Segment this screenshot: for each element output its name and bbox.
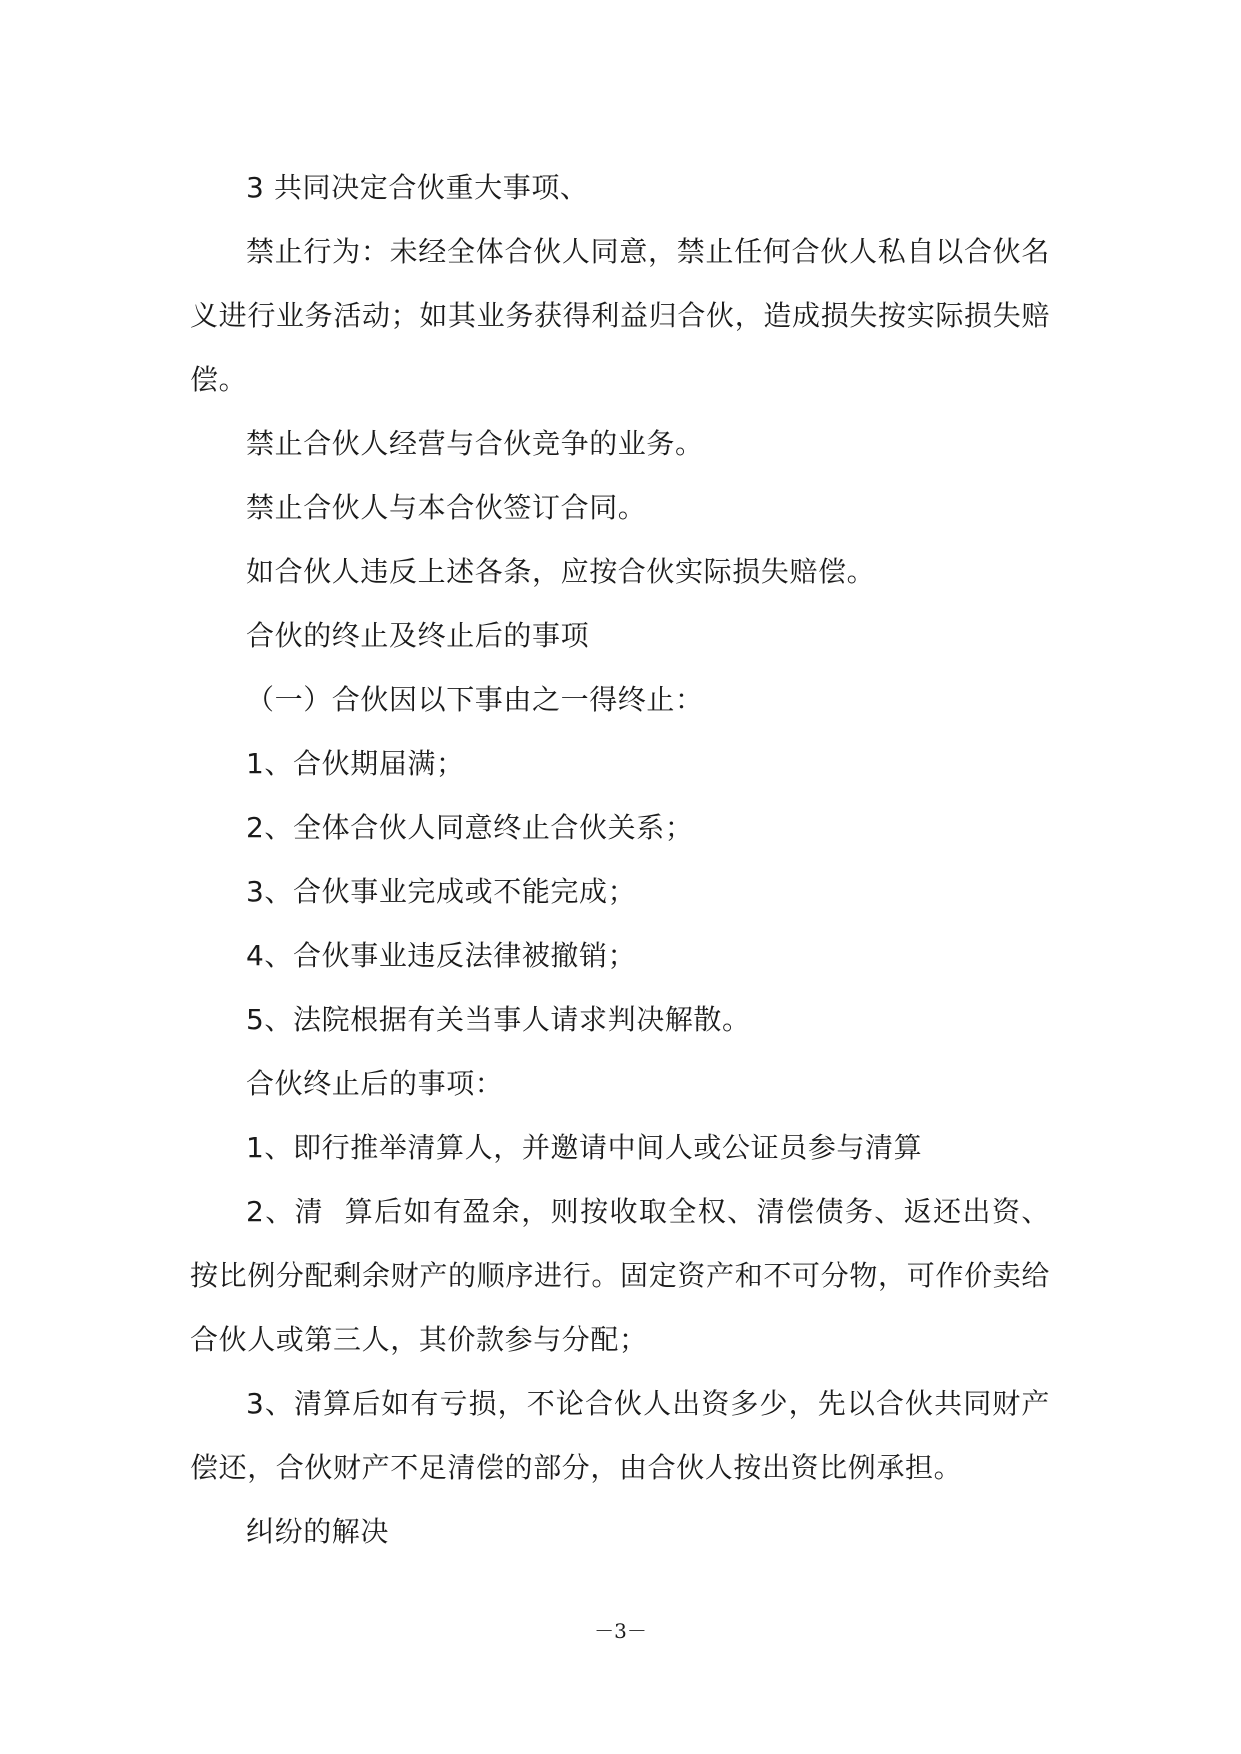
list-item: 3、清算后如有亏损，不论合伙人出资多少，先以合伙共同财产偿还，合伙财产不足清偿的部分，由合伙人按出资比例承担。 — [190, 1387, 1050, 1484]
list-item: 2、全体合伙人同意终止合伙关系； — [246, 811, 694, 844]
list-item: 5、法院根据有关当事人请求判决解散。 — [246, 1003, 751, 1036]
paragraph: 3 共同决定合伙重大事项、 — [246, 171, 589, 204]
list-item: 3、合伙事业完成或不能完成； — [246, 875, 637, 908]
list-item: 1、合伙期届满； — [246, 747, 465, 780]
list-item: 1、即行推举清算人，并邀请中间人或公证员参与清算 — [246, 1131, 923, 1164]
paragraph: 禁止合伙人与本合伙签订合同。 — [246, 491, 647, 524]
paragraph: 禁止行为：未经全体合伙人同意，禁止任何合伙人私自以合伙名义进行业务活动；如其业务获得利益归合伙，造成损失按实际损失赔偿。 — [190, 235, 1050, 396]
list-item: 4、合伙事业违反法律被撤销； — [246, 939, 637, 972]
paragraph: 禁止合伙人经营与合伙竞争的业务。 — [246, 427, 704, 460]
paragraph: （一）合伙因以下事由之一得终止： — [246, 683, 704, 716]
document-body — [190, 156, 1050, 1564]
section-heading: 合伙的终止及终止后的事项 — [246, 619, 590, 652]
paragraph: 如合伙人违反上述各条，应按合伙实际损失赔偿。 — [246, 555, 876, 588]
list-item: 2、清 算后如有盈余，则按收取全权、清偿债务、返还出资、按比例分配剩余财产的顺序进行。固定资产和不可分物，可作价卖给合伙人或第三人，其价款参与分配； — [190, 1195, 1050, 1356]
paragraph: 合伙终止后的事项： — [246, 1067, 504, 1100]
section-heading: 纠纷的解决 — [246, 1515, 390, 1548]
page-number: －3－ — [594, 1619, 647, 1643]
